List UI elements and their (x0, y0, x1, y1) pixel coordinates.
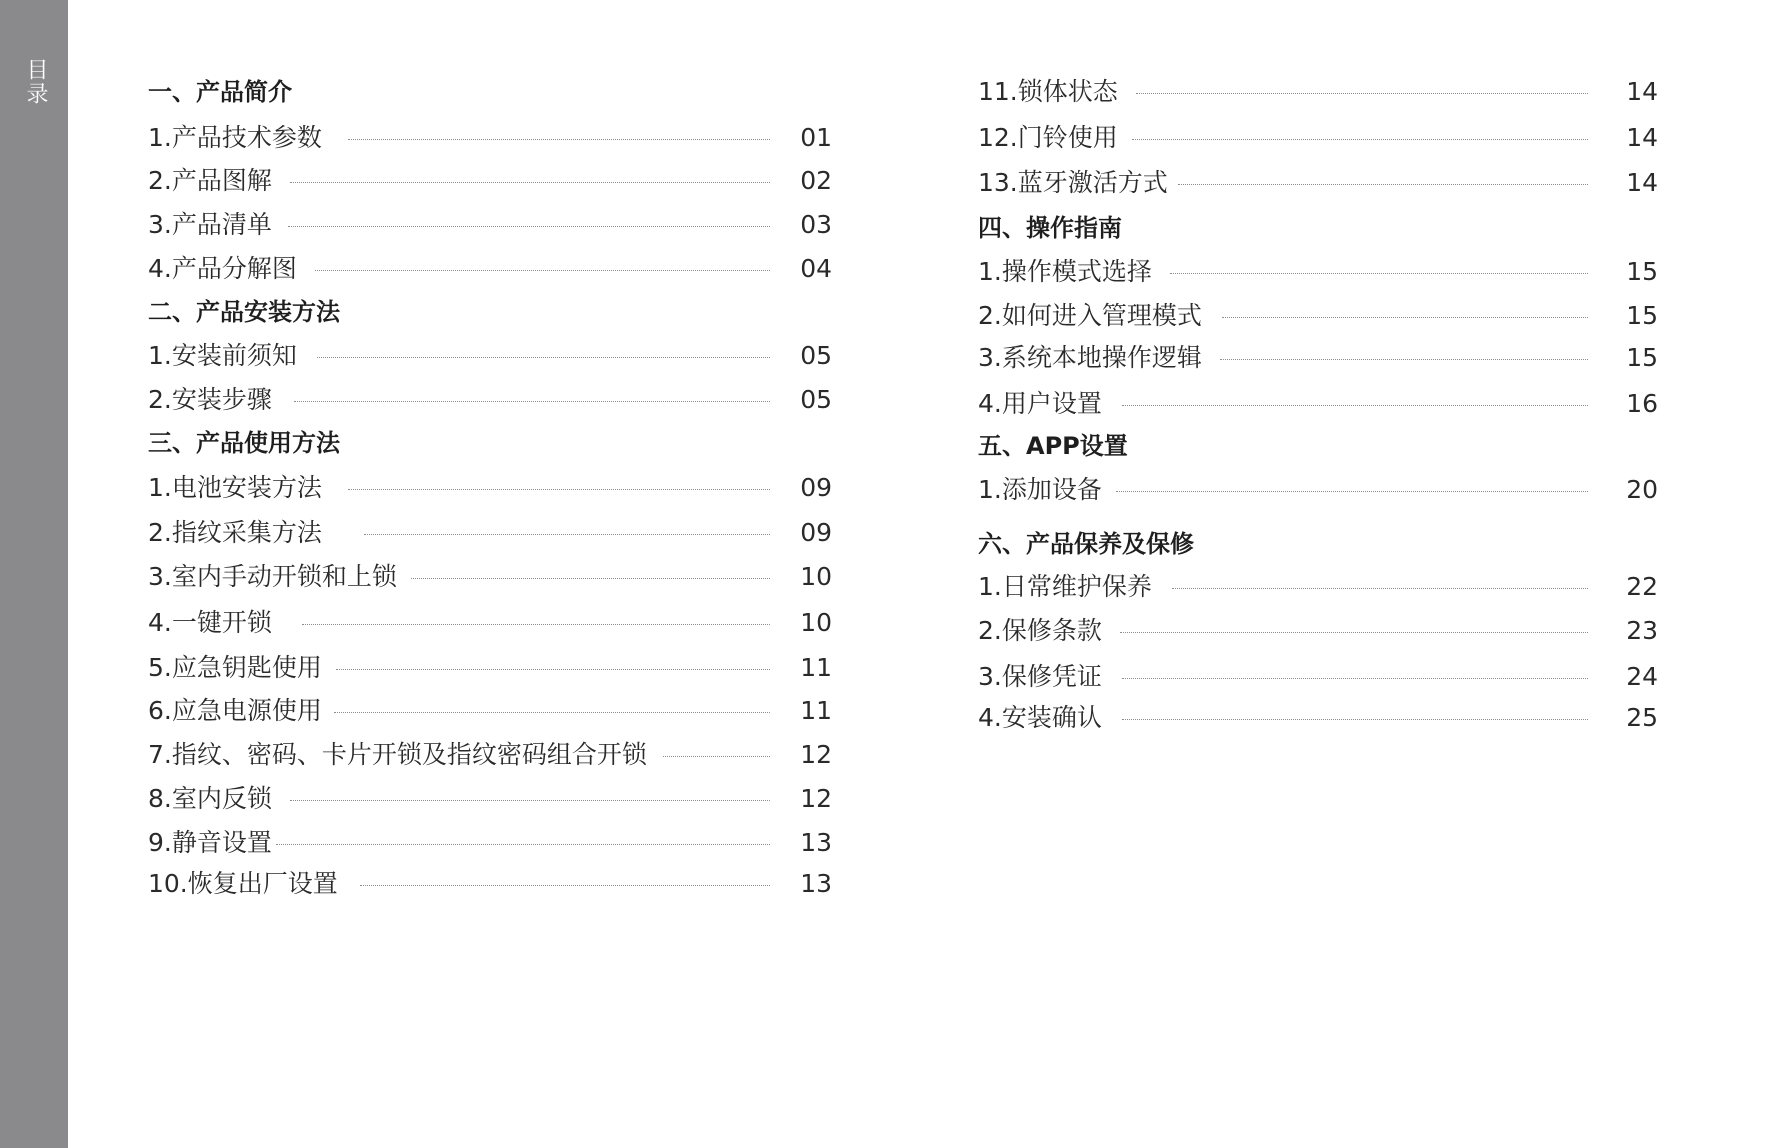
toc-entry-label: 2.如何进入管理模式 (978, 301, 1202, 330)
toc-entry-label: 13.蓝牙激活方式 (978, 168, 1168, 197)
toc-entry-page: 04 (800, 254, 832, 283)
toc-entry-page: 12 (800, 784, 832, 813)
dot-leader (288, 226, 770, 227)
dot-leader (1178, 184, 1588, 185)
toc-entry-label: 1.产品技术参数 (148, 123, 322, 152)
toc-entry-label: 1.安装前须知 (148, 341, 297, 370)
toc-entry[interactable] (978, 123, 1658, 153)
toc-entry-page: 22 (1626, 572, 1658, 601)
toc-entry-label: 4.安装确认 (978, 703, 1102, 732)
toc-entry[interactable] (978, 572, 1658, 602)
toc-entry[interactable] (148, 784, 832, 814)
toc-entry-page: 02 (800, 166, 832, 195)
toc-entry-page: 09 (800, 518, 832, 547)
toc-entry[interactable] (978, 343, 1658, 373)
toc-entry-page: 25 (1626, 703, 1658, 732)
toc-entry[interactable] (148, 166, 832, 196)
toc-entry-label: 1.日常维护保养 (978, 572, 1152, 601)
toc-entry-page: 05 (800, 341, 832, 370)
dot-leader (294, 401, 770, 402)
dot-leader (315, 270, 770, 271)
toc-entry[interactable] (978, 77, 1658, 107)
toc-entry-page: 03 (800, 210, 832, 239)
dot-leader (411, 578, 770, 579)
sidebar-label: 目录 (23, 58, 48, 106)
section-heading: 四、操作指南 (978, 214, 1122, 242)
toc-entry[interactable] (148, 828, 832, 858)
toc-entry-label: 3.室内手动开锁和上锁 (148, 562, 397, 591)
toc-entry[interactable] (148, 123, 832, 153)
toc-entry[interactable] (148, 562, 832, 592)
dot-leader (1132, 139, 1588, 140)
toc-entry-label: 1.添加设备 (978, 475, 1102, 504)
toc-entry-label: 2.安装步骤 (148, 385, 272, 414)
toc-entry-page: 12 (800, 740, 832, 769)
toc-entry[interactable] (148, 869, 832, 899)
section-heading: 六、产品保养及保修 (978, 530, 1194, 558)
toc-entry-page: 13 (800, 869, 832, 898)
dot-leader (1122, 719, 1588, 720)
toc-entry-page: 24 (1626, 662, 1658, 691)
toc-entry-page: 05 (800, 385, 832, 414)
toc-entry-label: 3.保修凭证 (978, 662, 1102, 691)
dot-leader (334, 712, 770, 713)
toc-entry-label: 9.静音设置 (148, 828, 272, 857)
toc-entry-label: 11.锁体状态 (978, 77, 1118, 106)
toc-entry-label: 4.产品分解图 (148, 254, 297, 283)
toc-entry-label: 10.恢复出厂设置 (148, 869, 338, 898)
toc-entry-page: 15 (1626, 257, 1658, 286)
dot-leader (276, 844, 770, 845)
toc-entry-page: 23 (1626, 616, 1658, 645)
toc-entry-label: 2.指纹采集方法 (148, 518, 322, 547)
dot-leader (290, 182, 770, 183)
toc-entry[interactable] (148, 653, 832, 683)
toc-entry-page: 20 (1626, 475, 1658, 504)
toc-entry-page: 16 (1626, 389, 1658, 418)
dot-leader (336, 669, 770, 670)
toc-entry-page: 10 (800, 562, 832, 591)
toc-entry[interactable] (148, 341, 832, 371)
section-heading: 一、产品简介 (148, 78, 292, 106)
toc-entry-label: 7.指纹、密码、卡片开锁及指纹密码组合开锁 (148, 740, 647, 769)
toc-entry-page: 13 (800, 828, 832, 857)
toc-entry-label: 5.应急钥匙使用 (148, 653, 322, 682)
toc-entry[interactable] (148, 385, 832, 415)
toc-entry-page: 14 (1626, 168, 1658, 197)
toc-entry[interactable] (978, 301, 1658, 331)
dot-leader (1120, 632, 1588, 633)
section-heading: 三、产品使用方法 (148, 429, 340, 457)
dot-leader (1222, 317, 1588, 318)
toc-entry-label: 2.保修条款 (978, 616, 1102, 645)
dot-leader (302, 624, 770, 625)
toc-entry-page: 14 (1626, 77, 1658, 106)
toc-entry[interactable] (978, 662, 1658, 692)
toc-entry-label: 6.应急电源使用 (148, 696, 322, 725)
dot-leader (1122, 405, 1588, 406)
toc-entry-page: 11 (800, 696, 832, 725)
dot-leader (348, 139, 770, 140)
dot-leader (364, 534, 770, 535)
toc-entry[interactable] (148, 608, 832, 638)
dot-leader (1116, 491, 1588, 492)
toc-entry-page: 15 (1626, 343, 1658, 372)
toc-entry[interactable] (148, 518, 832, 548)
dot-leader (1170, 273, 1588, 274)
toc-entry-label: 4.一键开锁 (148, 608, 272, 637)
dot-leader (360, 885, 770, 886)
toc-entry-label: 3.产品清单 (148, 210, 272, 239)
toc-entry-label: 3.系统本地操作逻辑 (978, 343, 1202, 372)
toc-entry-label: 4.用户设置 (978, 389, 1102, 418)
section-heading: 五、APP设置 (978, 432, 1128, 460)
dot-leader (663, 756, 770, 757)
toc-entry[interactable] (148, 473, 832, 503)
toc-entry[interactable] (978, 257, 1658, 287)
toc-entry-page: 14 (1626, 123, 1658, 152)
section-heading: 二、产品安装方法 (148, 298, 340, 326)
toc-entry[interactable] (148, 254, 832, 284)
toc-entry-page: 09 (800, 473, 832, 502)
toc-entry[interactable] (148, 740, 832, 770)
toc-entry-page: 15 (1626, 301, 1658, 330)
toc-entry[interactable] (978, 389, 1658, 419)
toc-entry[interactable] (978, 616, 1658, 646)
dot-leader (1122, 678, 1588, 679)
toc-entry-page: 11 (800, 653, 832, 682)
dot-leader (1220, 359, 1588, 360)
toc-entry[interactable] (978, 475, 1658, 505)
dot-leader (1172, 588, 1588, 589)
toc-entry-label: 1.操作模式选择 (978, 257, 1152, 286)
toc-entry[interactable] (148, 210, 832, 240)
dot-leader (348, 489, 770, 490)
toc-entry-page: 01 (800, 123, 832, 152)
toc-entry[interactable] (978, 168, 1658, 198)
toc-entry-label: 8.室内反锁 (148, 784, 272, 813)
toc-entry-label: 12.门铃使用 (978, 123, 1118, 152)
toc-entry-label: 1.电池安装方法 (148, 473, 322, 502)
toc-entry-page: 10 (800, 608, 832, 637)
toc-entry[interactable] (978, 703, 1658, 733)
sidebar (0, 0, 68, 1148)
dot-leader (290, 800, 770, 801)
toc-entry[interactable] (148, 696, 832, 726)
dot-leader (1136, 93, 1588, 94)
dot-leader (317, 357, 770, 358)
toc-entry-label: 2.产品图解 (148, 166, 272, 195)
